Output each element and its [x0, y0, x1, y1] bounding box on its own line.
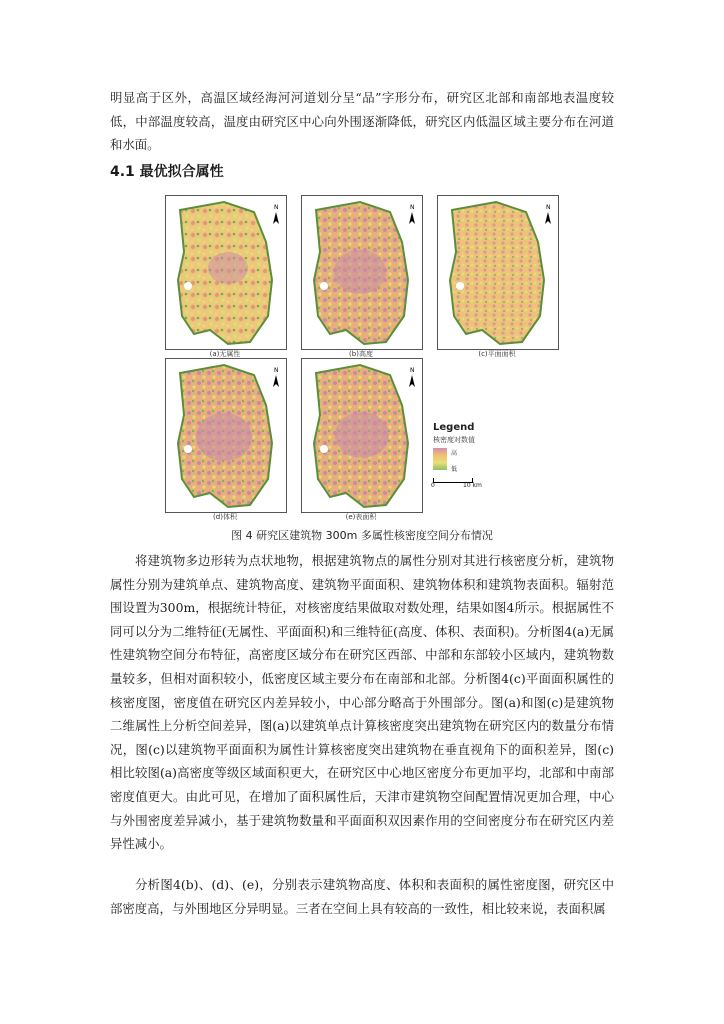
map-panel-a [165, 195, 287, 350]
north-label: N [274, 367, 279, 374]
panel-caption-b: (b)高度 [349, 350, 373, 358]
body-paragraph-1: 将建筑物多边形转为点状地物，根据建筑物点的属性分别对其进行核密度分析，建筑物属性分别为建筑单点、建筑物高度、建筑物平面面积、建筑物体积和建筑物表面积。辐射范围设置为300m，根据统计特征，对核密度结果做取对数处理，结果如图4所示。根据属性不同可以分为二维特征(无属性、平面面积)和三维特征(高度、体积、表面积)。分析图4(a)无属性建筑物空间分布特征，高密度区域分布在研究区西部、中部和东部较小区域内，建筑物数量较多，但相对面积较小，低密度区域主要分布在南部和北部。分析图4(c)平面面积属性的核密度图，密度值在研究区内差异较小，中心部分略高于外围部分。图(a)和图(c)是建筑物二维属性上分析空间差异，图(a)以建筑单点计算核密度突出建筑物在研究区内的数量分布情况，图(c)以建筑物平面面积为属性计算核密度突出建筑物在垂直视角下的面积差异，图(c)相比较图(a)高密度等级区域面积更大，在研究区中心地区密度分布更加平均，北部和中南部密度值更大。由此可见，在增加了面积属性后，天津市建筑物空间配置情况更加合理，中心与外围密度差异减小，基于建筑物数量和平面面积双因素作用的空间密度分布在研究区内差异性减小。 [110, 553, 614, 852]
figure-caption: 图 4 研究区建筑物 300m 多属性核密度空间分布情况 [231, 529, 493, 542]
section-heading: 4.1 最优拟合属性 [110, 164, 224, 180]
north-arrow-icon [273, 212, 279, 224]
panel-caption-a: (a)无属性 [209, 350, 241, 358]
north-arrow-icon [545, 212, 551, 224]
north-arrow-icon [409, 212, 415, 224]
north-arrow-icon [273, 375, 279, 387]
north-label: N [410, 204, 415, 211]
figure-4 [165, 190, 560, 520]
north-arrow-icon [409, 375, 415, 387]
legend-title: Legend [433, 422, 475, 433]
body-paragraph-2: 分析图4(b)、(d)、(e)，分别表示建筑物高度、体积和表面积的属性密度图，研究区中部密度高，与外围地区分异明显。三者在空间上具有较高的一致性，相比较来说，表面积属 [110, 877, 614, 916]
north-label: N [274, 204, 279, 211]
scale-start: 0 [431, 482, 435, 489]
north-label: N [546, 204, 551, 211]
panel-caption-d: (d)体积 [213, 513, 237, 521]
panel-caption-c: (c)平面面积 [478, 350, 516, 358]
legend-low: 低 [451, 466, 458, 473]
map-panel-d [165, 358, 287, 513]
intro-paragraph: 明显高于区外，高温区域经海河河道划分呈“品”字形分布，研究区北部和南部地表温度较低，中部温度较高，温度由研究区中心向外围逐渐降低，研究区内低温区域主要分布在河道和水面。 [110, 90, 614, 153]
legend-subtitle: 核密度对数值 [433, 436, 475, 444]
legend-high: 高 [451, 450, 458, 457]
legend-color-ramp [433, 448, 447, 470]
map-panel-b [301, 195, 423, 350]
map-legend [433, 422, 503, 492]
panel-caption-e: (e)表面积 [345, 513, 377, 521]
map-panel-c [437, 195, 559, 350]
scale-end: 10 km [463, 482, 482, 489]
map-panel-e [301, 358, 423, 513]
north-label: N [410, 367, 415, 374]
